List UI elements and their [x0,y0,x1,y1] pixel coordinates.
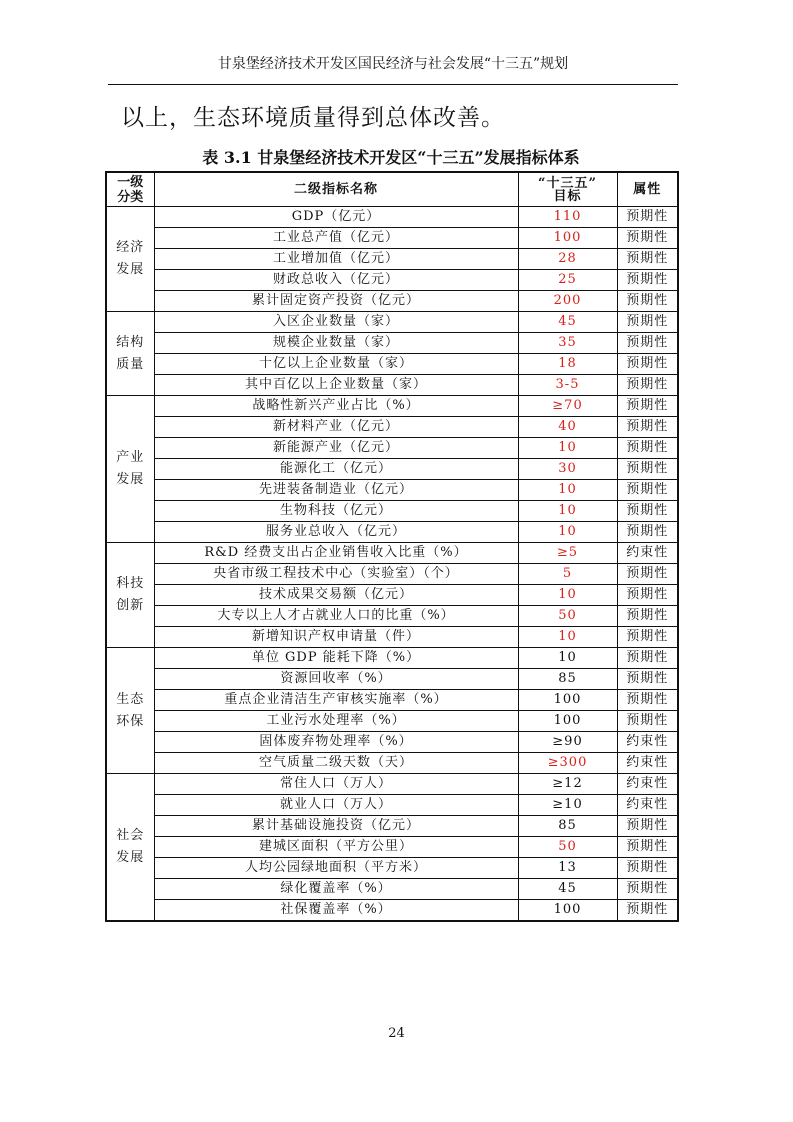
target-value-cell: ≥5 [518,543,617,564]
indicator-name-cell: 累计基础设施投资（亿元） [154,816,518,837]
attribute-cell: 预期性 [617,648,678,669]
page-number: 24 [388,1026,405,1041]
attribute-cell: 预期性 [617,354,678,375]
indicator-name-cell: 重点企业清洁生产审核实施率（%） [154,690,518,711]
target-value-cell: ≥90 [518,732,617,753]
indicator-name-cell: 新材料产业（亿元） [154,417,518,438]
table-row [106,333,678,354]
attribute-cell: 预期性 [617,858,678,879]
attribute-cell: 预期性 [617,249,678,270]
table-row [106,816,678,837]
indicator-name-cell: 技术成果交易额（亿元） [154,585,518,606]
indicator-name-cell: 十亿以上企业数量（家） [154,354,518,375]
target-value-cell: ≥300 [518,753,617,774]
target-value-cell: 50 [518,837,617,858]
header-target [518,172,617,207]
attribute-cell: 预期性 [617,228,678,249]
table-row [106,207,678,228]
indicator-name-cell: 单位 GDP 能耗下降（%） [154,648,518,669]
header-target-line1: “十三五” [538,175,597,191]
table-row [106,690,678,711]
indicator-name-cell: 资源回收率（%） [154,669,518,690]
table-row [106,795,678,816]
table-row [106,711,678,732]
attribute-cell: 预期性 [617,270,678,291]
table-row [106,648,678,669]
indicator-name-cell: 生物科技（亿元） [154,501,518,522]
table-row [106,879,678,900]
indicator-name-cell: 财政总收入（亿元） [154,270,518,291]
attribute-cell: 约束性 [617,543,678,564]
header-divider [108,84,678,85]
table-row [106,543,678,564]
indicator-name-cell: 人均公园绿地面积（平方米） [154,858,518,879]
table-row [106,585,678,606]
attribute-cell: 预期性 [617,711,678,732]
indicator-name-cell: 工业污水处理率（%） [154,711,518,732]
indicator-name-cell: 先进装备制造业（亿元） [154,480,518,501]
attribute-cell: 预期性 [617,522,678,543]
indicator-name-cell: 固体废弃物处理率（%） [154,732,518,753]
indicator-name-cell: 新能源产业（亿元） [154,438,518,459]
table-row [106,837,678,858]
target-value-cell: 28 [518,249,617,270]
target-value-cell: 45 [518,312,617,333]
category-cell: 社会 发展 [106,774,154,922]
category-cell: 产业 发展 [106,396,154,543]
target-value-cell: 100 [518,900,617,922]
attribute-cell: 约束性 [617,795,678,816]
table-row [106,606,678,627]
table-row [106,270,678,291]
attribute-cell: 约束性 [617,774,678,795]
indicator-name-cell: 绿化覆盖率（%） [154,879,518,900]
attribute-cell: 约束性 [617,732,678,753]
target-value-cell: ≥10 [518,795,617,816]
target-value-cell: 10 [518,480,617,501]
target-value-cell: 13 [518,858,617,879]
indicator-name-cell: GDP（亿元） [154,207,518,228]
target-value-cell: 40 [518,417,617,438]
indicator-name-cell: 工业总产值（亿元） [154,228,518,249]
target-value-cell: 10 [518,585,617,606]
table-row [106,669,678,690]
table-row [106,396,678,417]
table-row [106,627,678,648]
target-value-cell: 10 [518,627,617,648]
attribute-cell: 预期性 [617,375,678,396]
table-row [106,417,678,438]
header-indicator-name: 二级指标名称 [154,172,518,207]
target-value-cell: 100 [518,228,617,249]
attribute-cell: 预期性 [617,585,678,606]
category-cell: 科技 创新 [106,543,154,648]
target-value-cell: 10 [518,501,617,522]
indicator-name-cell: 常住人口（万人） [154,774,518,795]
header-attribute: 属性 [617,172,678,207]
attribute-cell: 预期性 [617,333,678,354]
attribute-cell: 预期性 [617,207,678,228]
attribute-cell: 约束性 [617,753,678,774]
indicator-name-cell: 建城区面积（平方公里） [154,837,518,858]
attribute-cell: 预期性 [617,879,678,900]
target-value-cell: ≥70 [518,396,617,417]
indicator-name-cell: 就业人口（万人） [154,795,518,816]
target-value-cell: 85 [518,669,617,690]
indicator-name-cell: R&D 经费支出占企业销售收入比重（%） [154,543,518,564]
target-value-cell: 10 [518,522,617,543]
indicator-table [105,171,679,922]
table-row [106,522,678,543]
table-row [106,354,678,375]
indicator-name-cell: 其中百亿以上企业数量（家） [154,375,518,396]
table-row [106,774,678,795]
table-row [106,459,678,480]
indicator-name-cell: 能源化工（亿元） [154,459,518,480]
attribute-cell: 预期性 [617,816,678,837]
table-row [106,438,678,459]
target-value-cell: 18 [518,354,617,375]
attribute-cell: 预期性 [617,690,678,711]
target-value-cell: 100 [518,690,617,711]
indicator-name-cell: 央省市级工程技术中心（实验室）（个） [154,564,518,585]
table-row [106,375,678,396]
attribute-cell: 预期性 [617,501,678,522]
category-cell: 结构 质量 [106,312,154,396]
body-paragraph: 以上，生态环境质量得到总体改善。 [121,105,505,131]
target-value-cell: 30 [518,459,617,480]
target-value-cell: 85 [518,816,617,837]
target-value-cell: 100 [518,711,617,732]
header-target-line2: 目标 [553,188,582,204]
table-row [106,312,678,333]
attribute-cell: 预期性 [617,438,678,459]
target-value-cell: 35 [518,333,617,354]
target-value-cell: 50 [518,606,617,627]
table-row [106,858,678,879]
attribute-cell: 预期性 [617,459,678,480]
indicator-name-cell: 累计固定资产投资（亿元） [154,291,518,312]
target-value-cell: ≥12 [518,774,617,795]
attribute-cell: 预期性 [617,837,678,858]
target-value-cell: 3-5 [518,375,617,396]
category-cell: 经济 发展 [106,207,154,312]
attribute-cell: 预期性 [617,606,678,627]
target-value-cell: 5 [518,564,617,585]
table-header-row [106,172,678,207]
table-title: 表 3.1 甘泉堡经济技术开发区“十三五”发展指标体系 [202,148,580,167]
attribute-cell: 预期性 [617,480,678,501]
attribute-cell: 预期性 [617,396,678,417]
table-row [106,249,678,270]
attribute-cell: 预期性 [617,564,678,585]
attribute-cell: 预期性 [617,669,678,690]
table-row [106,732,678,753]
table-row [106,501,678,522]
table-body [106,207,678,922]
table-row [106,564,678,585]
attribute-cell: 预期性 [617,900,678,922]
indicator-name-cell: 服务业总收入（亿元） [154,522,518,543]
attribute-cell: 预期性 [617,312,678,333]
page-header: 甘泉堡经济技术开发区国民经济与社会发展“十三五”规划 [217,56,569,72]
target-value-cell: 45 [518,879,617,900]
target-value-cell: 110 [518,207,617,228]
indicator-name-cell: 大专以上人才占就业人口的比重（%） [154,606,518,627]
indicator-name-cell: 入区企业数量（家） [154,312,518,333]
attribute-cell: 预期性 [617,291,678,312]
indicator-name-cell: 新增知识产权申请量（件） [154,627,518,648]
table-row [106,900,678,922]
attribute-cell: 预期性 [617,417,678,438]
indicator-name-cell: 规模企业数量（家） [154,333,518,354]
target-value-cell: 200 [518,291,617,312]
table-row [106,291,678,312]
indicator-name-cell: 社保覆盖率（%） [154,900,518,922]
target-value-cell: 25 [518,270,617,291]
target-value-cell: 10 [518,438,617,459]
indicator-name-cell: 空气质量二级天数（天） [154,753,518,774]
table-row [106,480,678,501]
target-value-cell: 10 [518,648,617,669]
category-cell: 生态 环保 [106,648,154,774]
indicator-name-cell: 工业增加值（亿元） [154,249,518,270]
attribute-cell: 预期性 [617,627,678,648]
table-row [106,228,678,249]
header-category: 一级分类 [106,172,154,207]
table-row [106,753,678,774]
indicator-name-cell: 战略性新兴产业占比（%） [154,396,518,417]
